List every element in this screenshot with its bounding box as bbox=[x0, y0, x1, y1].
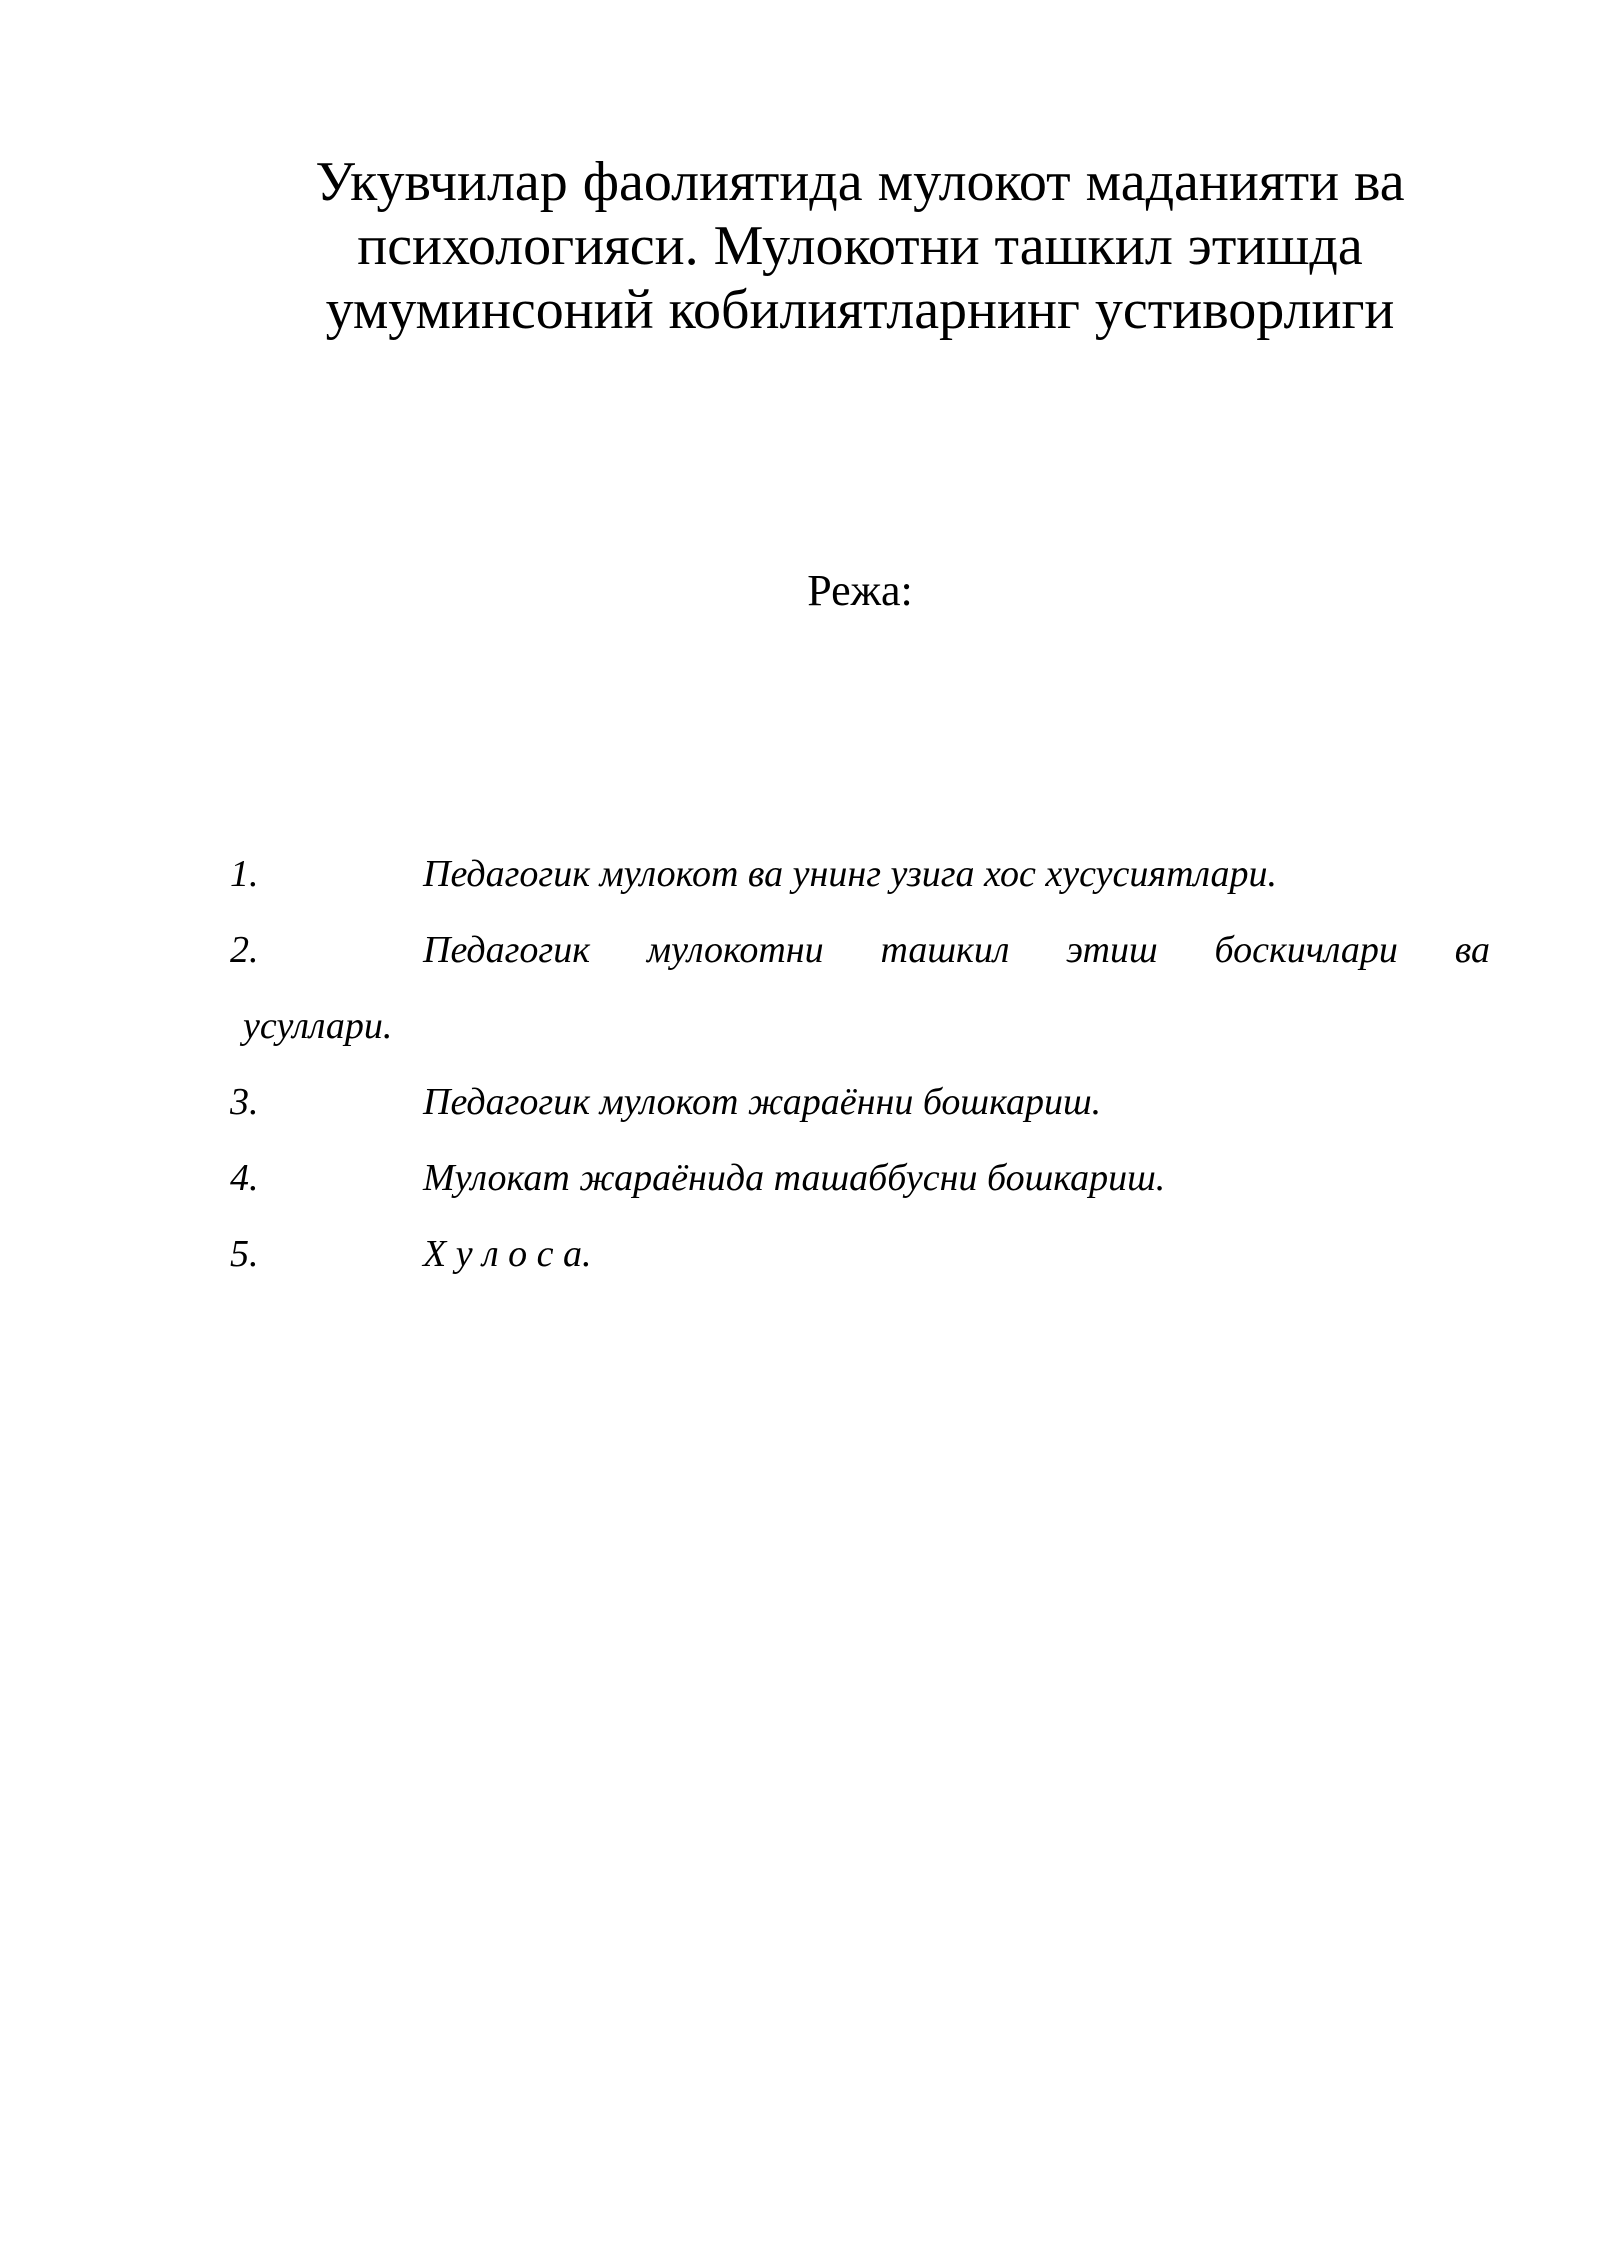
plan-item-number: 1. bbox=[230, 853, 259, 895]
plan-item-text: Педагогик мулокот жараённи бошкариш. bbox=[423, 1081, 1102, 1123]
plan-item-5 bbox=[230, 1230, 1490, 1278]
plan-item-1 bbox=[230, 850, 1490, 898]
plan-item-text: Х у л о с а. bbox=[423, 1233, 592, 1275]
title-line-2: психологияси. Мулокотни ташкил этишда bbox=[357, 215, 1363, 277]
plan-item-text: Педагогик мулокот ва унинг узига хос хусусиятлари. bbox=[423, 853, 1278, 895]
plan-heading: Режа: bbox=[807, 566, 913, 615]
plan-item-2 bbox=[230, 926, 1490, 1050]
plan-list bbox=[230, 850, 1490, 1306]
plan-item-text: Мулокат жараёнида ташаббусни бошкариш. bbox=[423, 1157, 1166, 1199]
plan-item-number: 4. bbox=[230, 1157, 259, 1199]
plan-item-number: 5. bbox=[230, 1233, 259, 1275]
title-line-3: умуминсоний кобилиятларнинг устиворлиги bbox=[325, 279, 1395, 341]
plan-item-4 bbox=[230, 1154, 1490, 1202]
document-title bbox=[200, 150, 1520, 342]
title-line-1: Укувчилар фаолиятида мулокот маданияти ва bbox=[315, 151, 1405, 213]
plan-item-number: 3. bbox=[230, 1081, 259, 1123]
plan-item-number: 2. bbox=[230, 929, 259, 971]
plan-item-continuation: усуллари. bbox=[243, 1005, 393, 1047]
plan-item-3 bbox=[230, 1078, 1490, 1126]
plan-item-text: Педагогик мулокотни ташкил этиш боскичлари ва bbox=[423, 929, 1490, 971]
